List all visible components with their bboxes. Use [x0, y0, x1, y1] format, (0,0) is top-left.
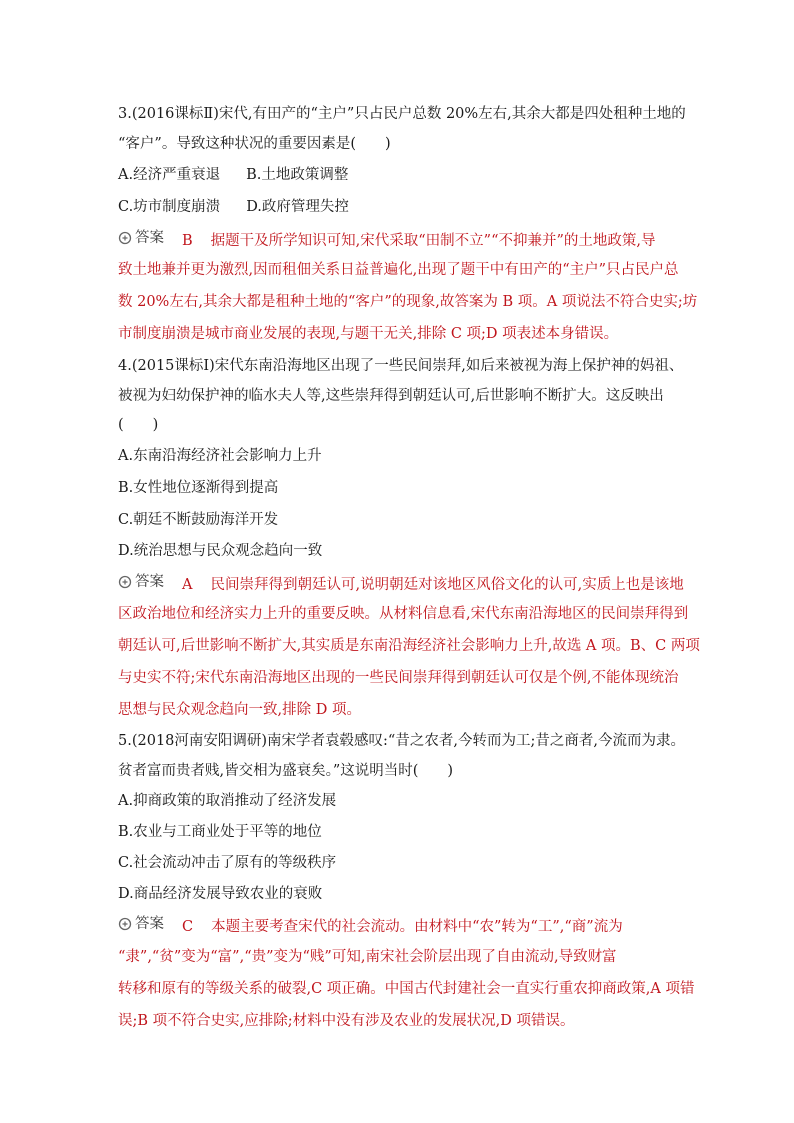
q5-stem-line2: 贫者富而贵者贱,皆交相为盛衰矣。”这说明当时( ) [118, 763, 454, 779]
q3-answer-label: 答案 [135, 230, 164, 246]
q3-explanation-line2: 致土地兼并更为激烈,因而租佃关系日益普遍化,出现了题干中有田产的“主户”只占民户总 [118, 262, 679, 278]
q4-explanation-line3: 朝廷认可,后世影响不断扩大,其实质是东南沿海经济社会影响力上升,故选 A 项。B、C 两项 [118, 638, 700, 654]
q3-stem-line2: “客户”。导致这种状况的重要因素是( ) [118, 136, 391, 152]
q4-option-a: A.东南沿海经济社会影响力上升 [118, 448, 322, 464]
q5-answer-letter: C [182, 919, 194, 935]
answer-marker-icon [118, 575, 132, 589]
q4-stem-line2: 被视为妇幼保护神的临水夫人等,这些崇拜得到朝廷认可,后世影响不断扩大。这反映出 [118, 388, 664, 404]
q4-explanation-line4: 与史实不符;宋代东南沿海地区出现的一些民间崇拜得到朝廷认可仅是个例,不能体现统治 [118, 670, 679, 686]
q5-explanation-line2: “隶”,“贫”变为“富”,“贵”变为“贱”可知,南宋社会阶层出现了自由流动,导致财富 [118, 949, 617, 965]
q3-option-a: A.经济严重衰退 [118, 167, 221, 183]
q3-option-d: D.政府管理失控 [246, 199, 349, 215]
q5-answer-label: 答案 [135, 916, 164, 932]
q5-answer-line1 [118, 914, 623, 937]
q3-answer-letter: B [182, 233, 193, 249]
q3-options-cd [118, 197, 349, 217]
q3-answer-line1 [118, 228, 656, 251]
answer-marker-icon [118, 231, 132, 245]
q5-option-b: B.农业与工商业处于平等的地位 [118, 824, 322, 840]
q5-option-d: D.商品经济发展导致农业的衰败 [118, 886, 323, 902]
q4-option-d: D.统治思想与民众观念趋向一致 [118, 543, 323, 559]
q3-explanation-line1: 据题干及所学知识可知,宋代采取“田制不立”“不抑兼并”的土地政策,导 [210, 233, 656, 249]
q4-explanation-line2: 区政治地位和经济实力上升的重要反映。从材料信息看,宋代东南沿海地区的民间崇拜得到 [118, 606, 689, 622]
q4-option-c: C.朝廷不断鼓励海洋开发 [118, 512, 279, 528]
q5-stem-line1: 5.(2018河南安阳调研)南宋学者袁毂感叹:“昔之农者,今转而为工;昔之商者,今流而为隶。 [118, 733, 685, 749]
q4-answer-label: 答案 [135, 574, 164, 590]
q5-option-a: A.抑商政策的取消推动了经济发展 [118, 793, 337, 809]
q4-explanation-line1: 民间崇拜得到朝廷认可,说明朝廷对该地区风俗文化的认可,实质上也是该地 [210, 577, 684, 593]
q3-option-b: B.土地政策调整 [246, 167, 349, 183]
q3-option-c: C.坊市制度崩溃 [118, 199, 221, 215]
q4-option-b: B.女性地位逐渐得到提高 [118, 480, 279, 496]
q3-explanation-line3: 数 20%左右,其余大都是租种土地的“客户”的现象,故答案为 B 项。A 项说法不符合史实;坊 [118, 294, 698, 310]
q4-answer-letter: A [182, 577, 193, 593]
answer-marker-icon [118, 917, 132, 931]
q4-stem-line1: 4.(2015课标Ⅰ)宋代东南沿海地区出现了一些民间崇拜,如后来被视为海上保护神的妈祖、 [118, 358, 684, 374]
q3-explanation-line4: 市制度崩溃是城市商业发展的表现,与题干无关,排除 C 项;D 项表述本身错误。 [118, 326, 619, 342]
q3-options-ab [118, 165, 348, 185]
q5-option-c: C.社会流动冲击了原有的等级秩序 [118, 855, 337, 871]
q4-explanation-line5: 思想与民众观念趋向一致,排除 D 项。 [118, 702, 361, 718]
q4-stem-line3: ( ) [118, 417, 159, 433]
q5-explanation-line1: 本题主要考查宋代的社会流动。由材料中“农”转为“工”,“商”流为 [211, 919, 623, 935]
q5-explanation-line3: 转移和原有的等级关系的破裂,C 项正确。中国古代封建社会一直实行重农抑商政策,A 项错 [118, 981, 695, 997]
q5-explanation-line4: 误;B 项不符合史实,应排除;材料中没有涉及农业的发展状况,D 项错误。 [118, 1013, 575, 1029]
q3-stem-line1: 3.(2016课标Ⅱ)宋代,有田产的“主户”只占民户总数 20%左右,其余大都是四处租种土地的 [118, 106, 686, 122]
q4-answer-line1 [118, 572, 684, 595]
